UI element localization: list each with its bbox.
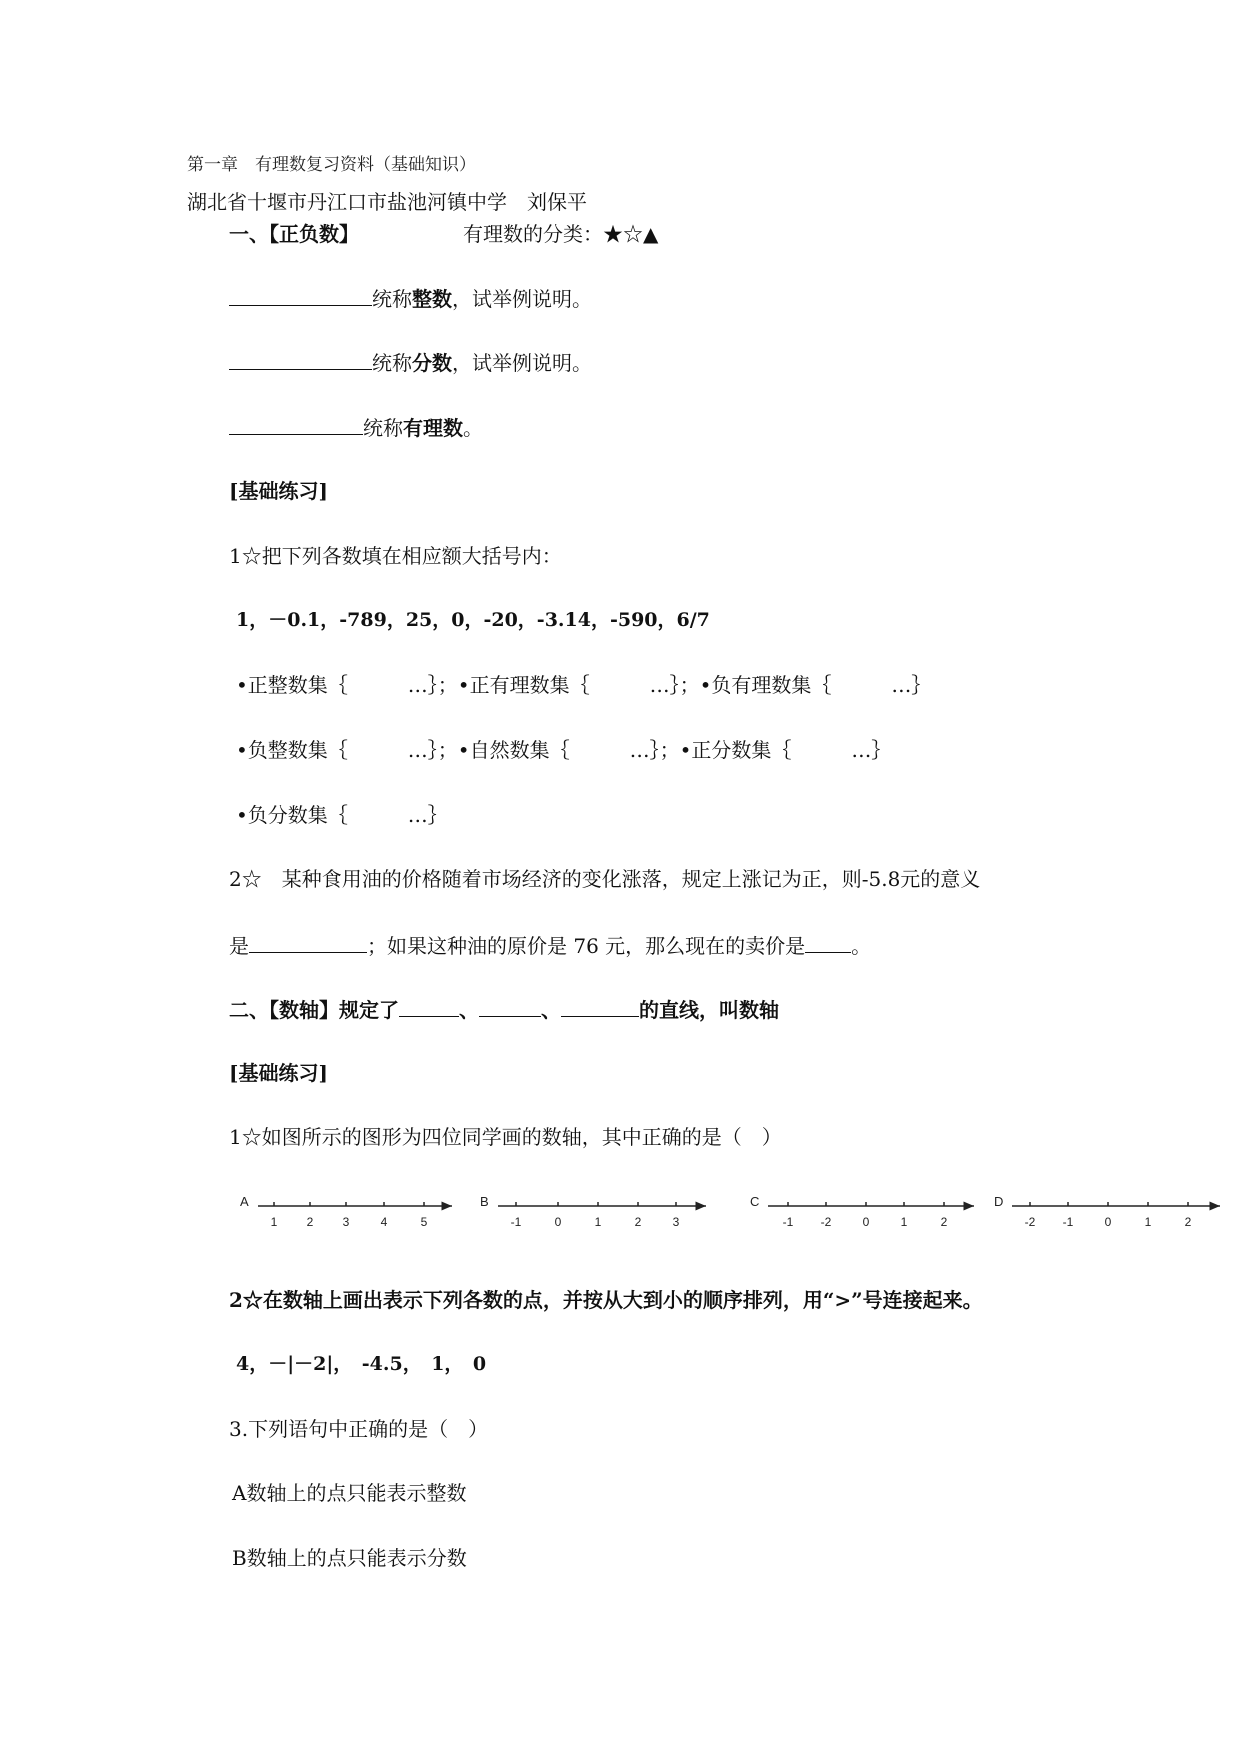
axis-label: B <box>480 1194 489 1209</box>
fraction-line: 统称分数，试举例说明。 <box>229 351 592 373</box>
axis-number-list: 4，－|－2|， -4.5， 1， 0 <box>236 1353 487 1375</box>
classification-label: 有理数的分类：★☆▲ <box>463 222 659 246</box>
axis-tick-label: 1 <box>900 1215 908 1229</box>
blank[interactable] <box>229 416 363 435</box>
axis-question-1: 1☆如图所示的图形为四位同学画的数轴，其中正确的是（ ） <box>229 1125 782 1149</box>
axis-tick-label: 1 <box>1144 1215 1152 1229</box>
axis-tick-label: 0 <box>1104 1215 1112 1229</box>
axis-tick-label: 2 <box>634 1215 642 1229</box>
question-3: 3.下列语句中正确的是（ ） <box>229 1417 489 1441</box>
axis-tick-label: 1 <box>594 1215 602 1229</box>
axis-tick-label: -1 <box>782 1215 794 1229</box>
axis-tick-label: 0 <box>862 1215 870 1229</box>
question-2-line2: 是 ；如果这种油的原价是 76 元，那么现在的卖价是 。 <box>229 934 872 958</box>
practice-heading-2: [基础练习] <box>229 1061 328 1085</box>
blank[interactable] <box>399 998 459 1017</box>
section2-heading: 二、【数轴】规定了 、 、 的直线，叫数轴 <box>229 998 779 1022</box>
axis-question-2: 2☆在数轴上画出表示下列各数的点，并按从大到小的顺序排列，用“>”号连接起来。 <box>229 1288 983 1312</box>
option-a: A数轴上的点只能表示整数 <box>232 1481 467 1505</box>
axis-label: A <box>240 1194 249 1209</box>
axis-tick-label: -1 <box>1062 1215 1074 1229</box>
axis-tick-label: -1 <box>510 1215 522 1229</box>
blank[interactable] <box>249 934 367 953</box>
rational-line: 统称有理数。 <box>229 416 483 438</box>
axis-tick-label: 0 <box>554 1215 562 1229</box>
blank[interactable] <box>229 351 372 370</box>
doc-author: 湖北省十堰市丹江口市盐池河镇中学 刘保平 <box>187 190 587 214</box>
number-list: 1，－0.1，-789，25，0，-20，-3.14，-590，6/7 <box>236 609 710 631</box>
axis-tick-label: -2 <box>820 1215 832 1229</box>
section1-heading: 一、【正负数】 <box>229 222 359 246</box>
axis-tick-label: 2 <box>306 1215 314 1229</box>
axis-label: C <box>750 1194 760 1209</box>
sets-row-3: •负分数集｛ …｝ <box>236 803 448 827</box>
practice-heading: [基础练习] <box>229 479 328 503</box>
blank[interactable] <box>561 998 639 1017</box>
axis-tick-label: 1 <box>270 1215 278 1229</box>
axis-tick-label: 5 <box>420 1215 428 1229</box>
axis-label: D <box>994 1194 1004 1209</box>
option-b: B数轴上的点只能表示分数 <box>232 1546 467 1570</box>
question-2-line1: 2☆ 某种食用油的价格随着市场经济的变化涨落，规定上涨记为正，则-5.8元的意义 <box>229 867 981 891</box>
axis-tick-label: 3 <box>342 1215 350 1229</box>
axis-tick-label: -2 <box>1024 1215 1036 1229</box>
sets-row-1: •正整数集｛ …｝；•正有理数集｛ …｝；•负有理数集｛ …｝ <box>236 673 932 697</box>
number-line-figures <box>230 1190 1230 1240</box>
sets-row-2: •负整数集｛ …｝；•自然数集｛ …｝；•正分数集｛ …｝ <box>236 738 892 762</box>
blank[interactable] <box>805 934 851 953</box>
blank[interactable] <box>479 998 541 1017</box>
doc-title: 第一章 有理数复习资料（基础知识） <box>187 155 476 175</box>
axis-tick-label: 4 <box>380 1215 388 1229</box>
axis-tick-label: 2 <box>940 1215 948 1229</box>
integer-line: 统称整数，试举例说明。 <box>229 287 592 309</box>
axis-tick-label: 2 <box>1184 1215 1192 1229</box>
blank[interactable] <box>229 287 372 306</box>
question-1: 1☆把下列各数填在相应额大括号内： <box>229 544 562 568</box>
axis-tick-label: 3 <box>672 1215 680 1229</box>
